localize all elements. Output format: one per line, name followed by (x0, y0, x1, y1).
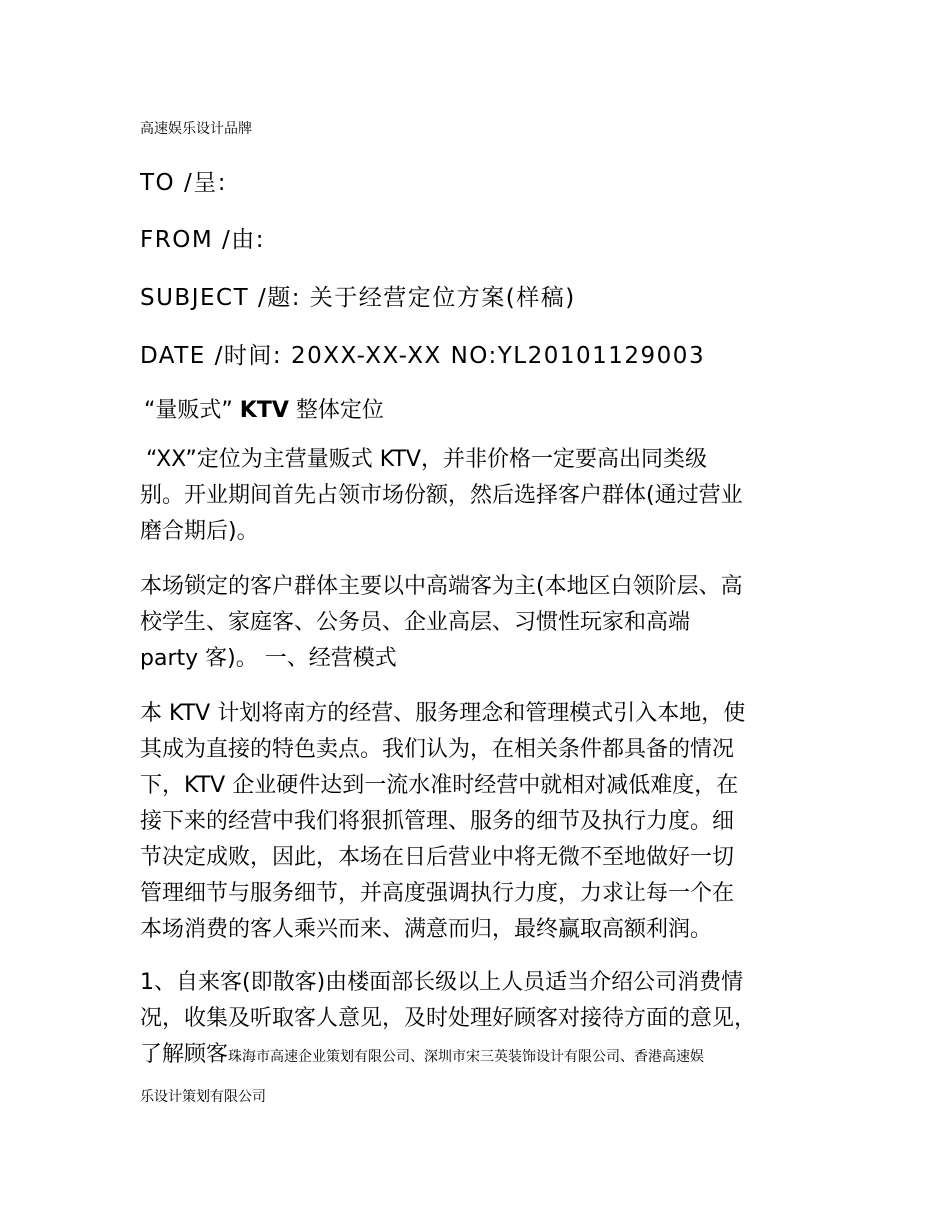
paragraph-line: 校学生、家庭客、公务员、企业高层、习惯性玩家和高端 (140, 610, 691, 635)
heading-prefix: “量贩式” (144, 398, 233, 423)
brand-header: 高速娱乐设计品牌 (140, 121, 252, 137)
section-heading (144, 393, 384, 424)
paragraph-line: party 客)。 一、经营模式 (140, 646, 397, 671)
paragraph-line: 管理细节与服务细节，并高度强调执行力度，力求让每一个在 (140, 881, 735, 906)
paragraph-line: 本场消费的客人乘兴而来、满意而归，最终赢取高额利润。 (140, 917, 713, 942)
paragraph-line: 节决定成败，因此，本场在日后营业中将无微不至地做好一切 (140, 845, 735, 870)
paragraph-line: 下，KTV 企业硬件达到一流水准时经营中就相对减低难度，在 (140, 773, 739, 798)
paragraph-line: 磨合期后)。 (140, 519, 259, 544)
paragraph-walk-in-guests (140, 965, 820, 1075)
heading-bold: KTV (239, 398, 289, 423)
paragraph-line: “XX”定位为主营量贩式 KTV，并非价格一定要高出同类级 (146, 447, 707, 472)
paragraph-line: 本 KTV 计划将南方的经营、服务理念和管理模式引入本地，使 (140, 701, 746, 726)
heading-suffix: 整体定位 (295, 398, 384, 423)
paragraph-line: 本场锁定的客户群体主要以中高端客为主(本地区白领阶层、高 (140, 574, 743, 599)
memo-from: FROM /由: (140, 227, 265, 253)
memo-date: DATE /时间: 20XX-XX-XX NO:YL20101129003 (140, 343, 706, 369)
paragraph-line-with-footer (140, 1037, 820, 1075)
paragraph-business-model (140, 696, 820, 948)
paragraph-positioning (140, 442, 820, 550)
paragraph-line: 别。开业期间首先占领市场份额，然后选择客户群体(通过营业 (140, 483, 743, 508)
paragraph-line: 况，收集及听取客人意见，及时处理好顾客对接待方面的意见， (140, 1006, 757, 1031)
memo-to: TO /呈: (140, 170, 227, 196)
footer-company-list-cont: 乐设计策划有限公司 (140, 1089, 266, 1105)
paragraph-customer-groups (140, 569, 820, 677)
memo-subject: SUBJECT /题: 关于经营定位方案(样稿) (140, 285, 576, 311)
paragraph-line: 其成为直接的特色卖点。我们认为，在相关条件都具备的情况 (140, 737, 735, 762)
paragraph-line: 1、自来客(即散客)由楼面部长级以上人员适当介绍公司消费情 (140, 970, 744, 995)
paragraph-line: 接下来的经营中我们将狠抓管理、服务的细节及执行力度。细 (140, 809, 735, 834)
paragraph-line: 了解顾客 (140, 1042, 229, 1067)
footer-company-list: 珠海市高速企业策划有限公司、深圳市宋三英装饰设计有限公司、香港高速娱 (228, 1049, 705, 1065)
